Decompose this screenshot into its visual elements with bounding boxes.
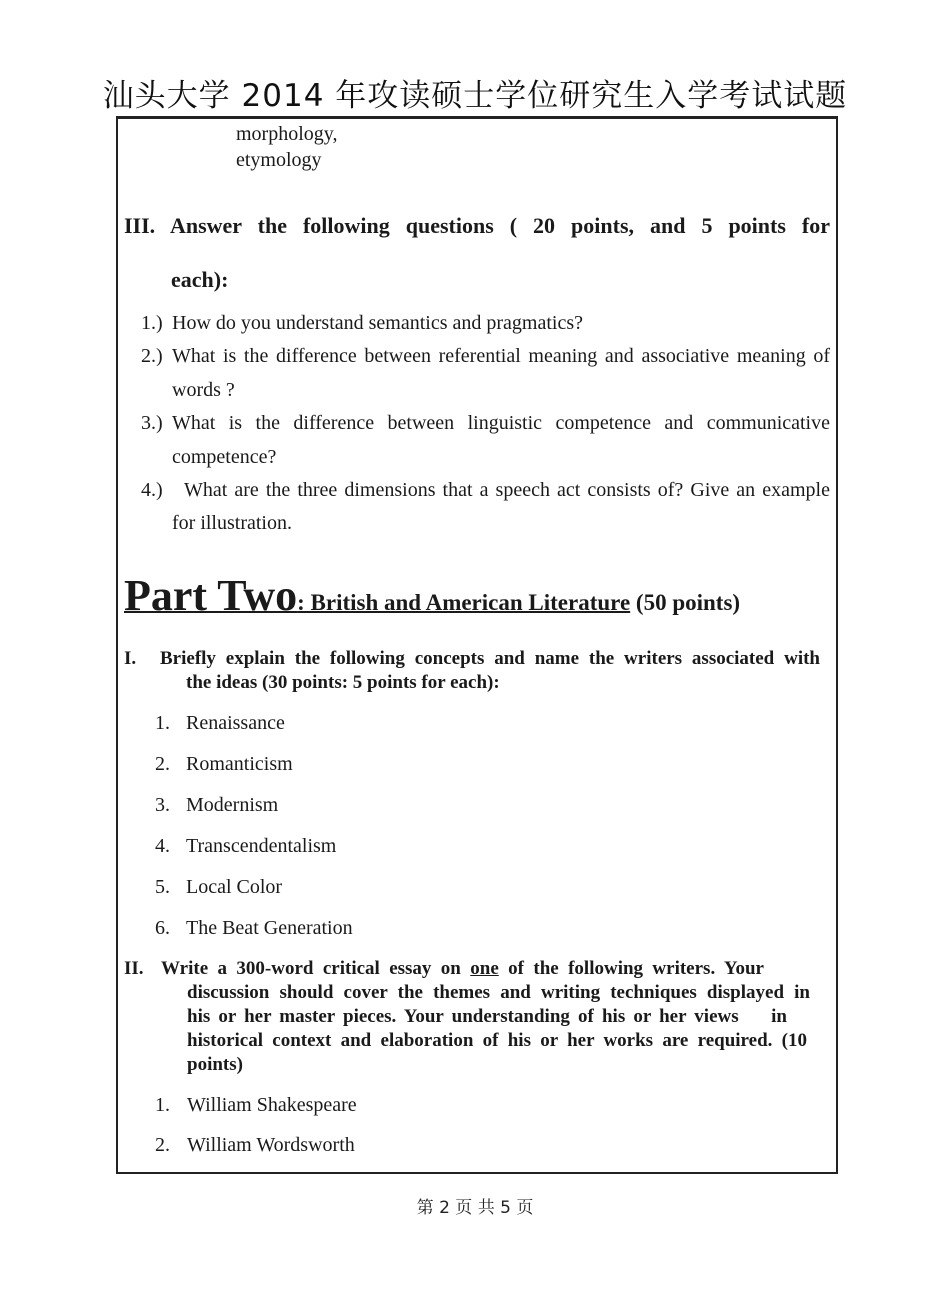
part-two-title-rest: : British and American Literature [297,590,631,615]
section-2-instruction-cont: his or her master pieces. Your understanding of his or her views in [187,1006,787,1027]
list-item: William Wordsworth [187,1134,355,1156]
question-text-cont: words ? [172,379,235,401]
page-number: 第 2 页 共 5 页 [416,1198,534,1218]
section-2-instruction-cont: historical context and elaboration of his or her works are required. (10 [187,1030,807,1051]
question-number: 3.) [141,412,163,434]
question-text: What are the three dimensions that a speech act consists of? Give an example [184,479,830,501]
question-number: 1.) [141,312,163,334]
section-number: I. [124,648,137,669]
list-item: Modernism [186,794,279,816]
section-3-heading: III. Answer the following questions ( 20 points, and 5 points for [124,213,830,238]
question-text-cont: competence? [172,446,277,468]
section-1-instruction: Briefly explain the following concepts and name the writers associated with [160,648,820,669]
question-text-cont: for illustration. [172,512,292,534]
section-2-instruction-cont: points) [187,1054,243,1075]
list-item: Renaissance [186,712,285,734]
exam-title: 汕头大学 2014 年攻读硕士学位研究生入学考试试题 [102,78,848,114]
question-text: What is the difference between linguistic competence and communicative [172,412,830,434]
part-two-heading [124,570,740,621]
list-item-number: 3. [155,794,170,816]
list-item-number: 5. [155,876,170,898]
list-item-number: 4. [155,835,170,857]
section-1-instruction-cont: the ideas (30 points: 5 points for each): [186,672,500,693]
part-two-points: (50 points) [630,590,741,615]
list-item: Transcendentalism [186,835,337,857]
section-2-instruction-pre: Write a 300-word critical essay on [161,958,471,979]
carryover-line: etymology [236,149,322,171]
section-2-instruction-cont: discussion should cover the themes and writing techniques displayed in [187,982,810,1003]
list-item: Local Color [186,876,283,898]
question-number: 4.) [141,479,163,501]
carryover-line: morphology, [236,123,338,145]
question-text: How do you understand semantics and pragmatics? [172,312,584,334]
list-item-number: 2. [155,753,170,775]
part-two-title-big: Part Two [124,571,298,620]
list-item-number: 6. [155,917,170,939]
list-item: William Shakespeare [187,1094,357,1116]
section-2-instruction [161,958,764,980]
question-number: 2.) [141,345,163,367]
list-item-number: 2. [155,1134,170,1156]
section-number: II. [124,958,144,979]
section-2-instruction-post: of the following writers. Your [498,958,764,979]
section-3-heading-cont: each): [171,267,229,292]
emphasis-one: one [470,958,499,979]
question-text: What is the difference between referential meaning and associative meaning of [172,345,830,367]
list-item-number: 1. [155,712,170,734]
list-item: The Beat Generation [186,917,353,939]
list-item: Romanticism [186,753,293,775]
list-item-number: 1. [155,1094,170,1116]
